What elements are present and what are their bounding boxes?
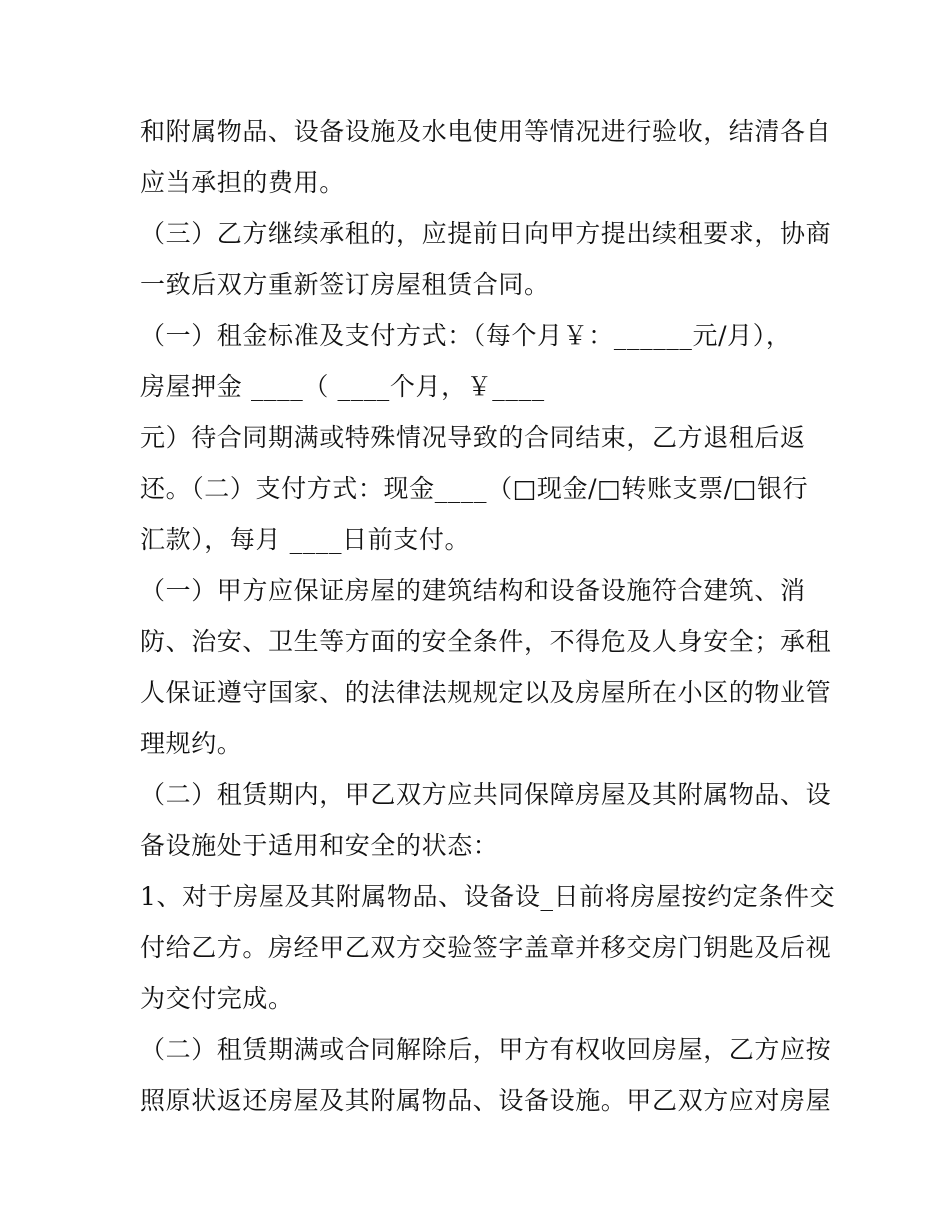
text-line: 人保证遵守国家、的法律法规规定以及房屋所在小区的物业管 (140, 678, 832, 707)
text-line: （三）乙方继续承租的，应提前日向甲方提出续租要求，协商 (140, 219, 832, 248)
document-body (140, 112, 836, 1132)
text-line: 汇款），每月 ____日前支付。 (140, 525, 471, 554)
text-line: 为交付完成。 (140, 984, 294, 1013)
text-line: 防、治安、卫生等方面的安全条件，不得危及人身安全；承租 (140, 627, 832, 656)
text-line: 和附属物品、设备设施及水电使用等情况进行验收，结清各自 (140, 117, 832, 146)
text-line: 应当承担的费用。 (140, 168, 345, 197)
text-line: 理规约。 (140, 729, 243, 758)
text-line: （二）租赁期满或合同解除后，甲方有权收回房屋，乙方应按 (140, 1035, 832, 1064)
text-line: 一致后双方重新签订房屋租赁合同。 (140, 270, 550, 299)
text-line: 照原状返还房屋及其附属物品、设备设施。甲乙双方应对房屋 (140, 1086, 832, 1115)
text-line: 元）待合同期满或特殊情况导致的合同结束，乙方退租后返 (140, 423, 806, 452)
text-line: （二）租赁期内，甲乙双方应共同保障房屋及其附属物品、设 (140, 780, 832, 809)
text-line: 房屋押金 ____（ ____个月，￥____ (140, 372, 545, 401)
text-line: 1、对于房屋及其附属物品、设备设_日前将房屋按约定条件交 (140, 882, 836, 911)
text-line: 还。（二）支付方式：现金____（□现金/□转账支票/□银行 (140, 474, 809, 503)
text-line: 付给乙方。房经甲乙双方交验签字盖章并移交房门钥匙及后视 (140, 933, 832, 962)
text-line: （一）租金标准及支付方式：（每个月￥：______元/月）， (140, 321, 792, 350)
text-line: （一）甲方应保证房屋的建筑结构和设备设施符合建筑、消 (140, 576, 806, 605)
text-line: 备设施处于适用和安全的状态： (140, 831, 499, 860)
